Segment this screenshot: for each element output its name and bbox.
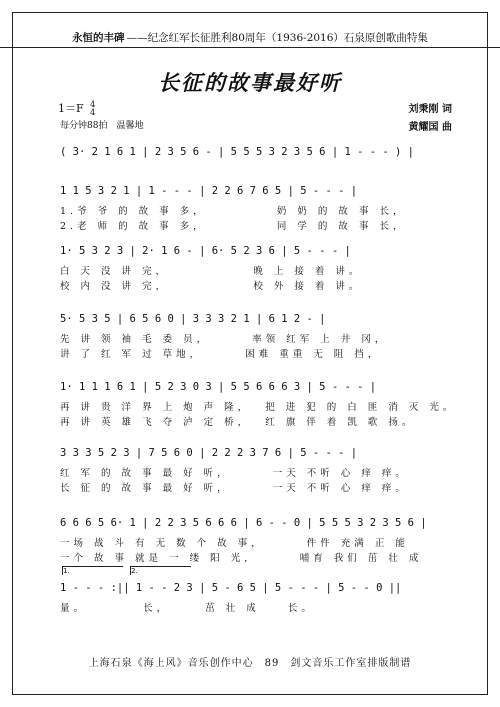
notation-line: 1 - - - :|| 1 - - 2 3 | 5 - 6 5 | 5 - - - | 5 - - 0 || <box>60 582 402 594</box>
volta-second-label: 2. <box>131 567 138 575</box>
notation-line: ( 3· 2 1 6 1 | 2 3 5 6 - | 5 5 5 3 2 3 5 6 | 1 - - - ) | <box>60 146 415 158</box>
lyric-line: 一个 故 事 就是 一 缕 阳 光， 哺育 我们 茁 壮 成 <box>60 553 423 564</box>
lyricist-credit: 刘秉刚 词 <box>408 104 452 115</box>
lyric-line: 1.爷 爷 的 故 事 多， 奶 奶 的 故 事 长， <box>60 206 407 217</box>
notation-line: 1 1 5 3 2 1 | 1 - - - | 2 2 6 7 6 5 | 5 - - - | <box>60 185 358 197</box>
volta-second <box>130 566 191 575</box>
song-title: 长征的故事最好听 <box>158 70 342 95</box>
composer-credit: 黄耀国 曲 <box>408 122 452 133</box>
header-rule <box>0 47 500 48</box>
tempo-marking: 每分钟88拍 温馨地 <box>60 121 144 131</box>
volta-first <box>62 566 123 575</box>
lyric-line: 长 征 的 故 事 最 好 听， 一天 不听 心 痒 痒。 <box>60 483 409 494</box>
notation-line: 5· 5 3 5 | 6 5 6 0 | 3 3 3 2 1 | 6 1 2 - | <box>60 313 326 325</box>
series-subtitle: ——纪念红军长征胜利80周年（1936-2016）石泉原创歌曲特集 <box>126 32 428 44</box>
time-top: 4 <box>90 100 96 109</box>
lyric-line: 量。 长， 茁 壮 成 长。 <box>60 603 315 614</box>
notation-line: 1· 5 3 2 3 | 2· 1 6 - | 6· 5 2 3 6 | 5 - - - | <box>60 245 351 257</box>
page-header <box>0 30 500 45</box>
lyric-line: 2.老 师 的 故 事 多， 同 学 的 故 事 长， <box>60 221 407 232</box>
time-bottom: 4 <box>90 108 96 117</box>
notation-line: 3 3 3 5 2 3 | 7 5 6 0 | 2 2 2 3 7 6 | 5 - - - | <box>60 447 358 459</box>
lyric-line: 先 讲 领 袖 毛 委 员， 率领 红军 上 井 冈， <box>60 334 389 345</box>
lyric-line: 再 讲 贵 洋 界 上 炮 声 隆， 把 进 犯 的 白 匪 消 灭 光。 <box>60 402 457 413</box>
series-brand: 永恒的丰碑 <box>72 32 125 44</box>
lyric-line: 红 军 的 故 事 最 好 听， 一天 不听 心 痒 痒。 <box>60 468 409 479</box>
lyric-line: 白 天 没 讲 完， 晚 上 接 着 讲。 <box>60 266 363 277</box>
lyric-line: 再 讲 英 雄 飞 夺 泸 定 桥， 红 旗 伴 着 凯 歌 扬。 <box>60 417 416 428</box>
page-footer: 上海石泉《海上风》音乐创作中心 89 剑文音乐工作室排版制谱 <box>88 658 412 669</box>
notation-line: 1· 1 1 1 6 1 | 5 2 3 0 3 | 5 5 6 6 6 3 | 5 - - - | <box>60 381 377 393</box>
key-signature <box>58 100 95 117</box>
key-label: 1＝F <box>58 102 84 115</box>
time-signature <box>90 101 95 117</box>
notation-line: 6 6 6 5 6· 1 | 2 2 3 5 6 6 6 | 6 - - 0 | 5 5 5 3 2 3 5 6 | <box>60 517 427 529</box>
lyric-line: 校 内 没 讲 完， 校 外 接 着 讲。 <box>60 281 363 292</box>
volta-first-label: 1. <box>63 567 70 575</box>
lyric-line: 一场 战 斗 有 无 数 个 故 事， 件件 充满 正 能 <box>60 538 409 549</box>
lyric-line: 讲 了 红 军 过 草地， 困难 重重 无 阻 挡， <box>60 349 382 360</box>
